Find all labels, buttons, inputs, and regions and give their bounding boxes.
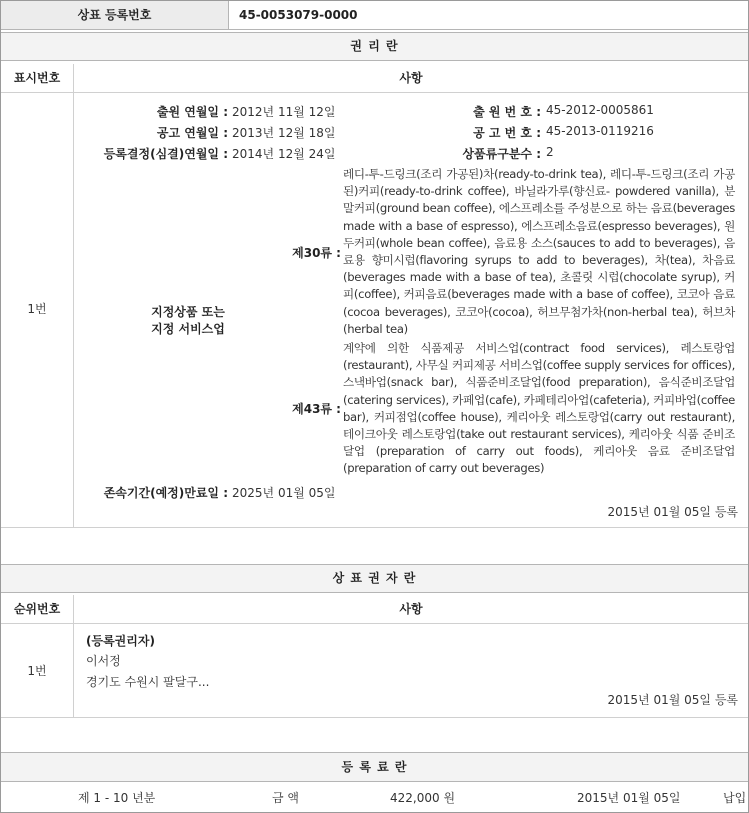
reg-number-label: 상표 등록번호	[1, 1, 229, 29]
expiry-date-label: 존속기간(예정)만료일 :	[103, 486, 228, 500]
class-count: 2	[546, 145, 554, 159]
class-30-label: 제30류 :	[292, 246, 341, 260]
application-date-label: 출원 연월일 :	[156, 105, 228, 119]
holder-col-no-header: 순위번호	[13, 602, 61, 616]
application-number-label: 출 원 번 호 :	[473, 105, 541, 119]
holder-col-matters-header: 사항	[399, 602, 423, 616]
rights-section-title: 권 리 란	[1, 32, 748, 61]
application-date: 2012년 11월 12일	[232, 105, 336, 119]
rights-row-number: 1번	[27, 302, 47, 316]
fee-period: 제 1 - 10 년분	[78, 791, 156, 805]
decision-date: 2014년 12월 24일	[232, 147, 336, 161]
holder-address: 경기도 수원시 팔달구...	[86, 675, 210, 689]
publication-date-label: 공고 연월일 :	[156, 126, 228, 140]
fee-amount: 422,000 원	[390, 791, 456, 805]
decision-date-label: 등록결정(심결)연월일 :	[103, 147, 228, 161]
expiry-date: 2025년 01월 05일	[232, 486, 336, 500]
designated-goods-label-line1: 지정상품 또는	[151, 305, 225, 319]
fee-date: 2015년 01월 05일	[577, 791, 681, 805]
rights-col-matters-header: 사항	[399, 71, 423, 85]
publication-number: 45-2013-0119216	[546, 124, 654, 138]
reg-header	[1, 1, 748, 30]
holder-row-number: 1번	[27, 664, 47, 678]
holder-type: (등록권리자)	[86, 634, 155, 648]
designated-goods-label	[74, 304, 302, 338]
publication-date: 2013년 12월 18일	[232, 126, 336, 140]
reg-number-value: 45-0053079-0000	[239, 8, 358, 22]
designated-goods-label-line2: 지정 서비스업	[151, 322, 225, 336]
holder-name: 이서정	[86, 654, 121, 668]
class-43-services: 계약에 의한 식품제공 서비스업(contract food services), 레스토랑업(restaurant), 사무실 커피제공 서비스업(coffee supply services for offices), 스낵바업(snack bar), 식품준비조달업(food preparation), 음식준비조달업(catering services), 카페업(cafe), 카페테리아업(cafeteria), 커피바업(coffee bar), 커피점업(coffee house), 케리아웃 레스토랑업(carry out restaurant), 테이크아웃 레스토랑업(take out restaurant services), 케리아웃 식품 준비조달업 (preparation of carry out foods), 케리아웃 음료 준비조달업(preparation of carry out beverages)	[343, 341, 735, 476]
rights-col-no-header: 표시번호	[13, 71, 61, 85]
holder-section-title: 상 표 권 자 란	[1, 564, 748, 593]
publication-number-label: 공 고 번 호 :	[473, 126, 541, 140]
fee-section-title: 등 록 료 란	[1, 752, 748, 782]
application-number: 45-2012-0005861	[546, 103, 654, 117]
holder-registration-note: 2015년 01월 05일 등록	[607, 693, 738, 707]
class-30-goods: 레디-투-드링크(조리 가공된)차(ready-to-drink tea), 레디-투-드링크(조리 가공된)커피(ready-to-drink coffee), 바닐라가루(향신료- powdered vanilla), 분말커피(ground bean coffee), 에스프레소를 주성분으로 하는 음료(beverages made with a base of espresso), 에스프레소음료(espresso beverages), 원두커피(whole bean coffee), 음료용 소스(sauces to add to beverages), 음료용 향미시럽(flavoring syrups to add to beverages), 차(tea), 차음료(beverages made with a base of tea), 초콜릿 시럽(chocolate syrup), 커피(coffee), 커피음료(beverages made with a base of coffee), 코코아 음료(cocoa beverages), 코코아(cocoa), 허브무첨가차(non-herbal tea), 허브차(herbal tea)	[343, 167, 735, 336]
fee-amount-label: 금 액	[272, 791, 299, 805]
rights-registration-note: 2015년 01월 05일 등록	[607, 505, 738, 519]
class-count-label: 상품류구분수 :	[462, 147, 541, 161]
fee-status: 납입	[723, 791, 747, 805]
class-43-label: 제43류 :	[292, 402, 341, 416]
